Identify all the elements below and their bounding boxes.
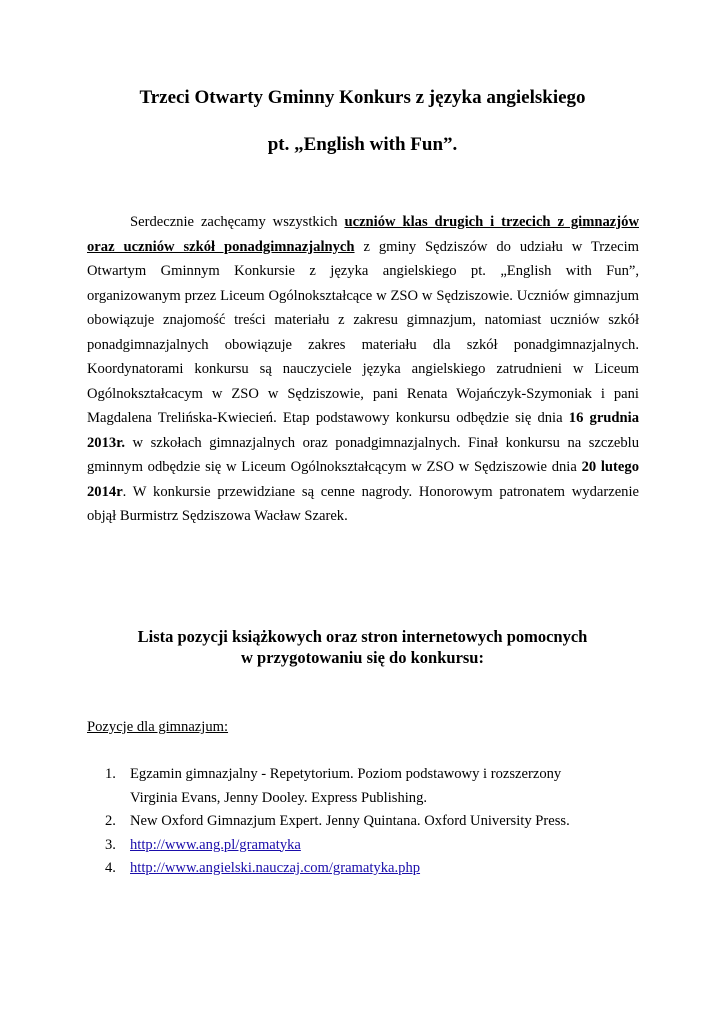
- list-item-text-line2: Virginia Evans, Jenny Dooley. Express Publishing.: [130, 789, 428, 806]
- invitation-paragraph: [87, 210, 639, 529]
- paragraph-text-4: . W konkursie przewidziane są cenne nagrody. Honorowym patronatem wydarzenie objął Burmistrz Sędziszowa Wacław Szarek.: [87, 483, 639, 524]
- list-item: [87, 810, 647, 834]
- target-audience-emphasis: uczniów klas drugich i trzecich z gimnazjów oraz uczniów szkół ponadgimnazjalnych: [87, 214, 639, 255]
- document-title: Trzeci Otwarty Gminny Konkurs z języka angielskiego: [139, 87, 586, 108]
- paragraph-text-2: z gminy Sędziszów do udziału w Trzecim Otwartym Gminnym Konkursie z języka angielskiego pt. „English with Fun”, organizowanym przez Liceum Ogólnokształcące w ZSO w Sędziszowie. Uczniów gimnazjum obowiązuje znajomość treści materiału z zakresu gimnazjum, natomiast uczniów szkół ponadgimnazjalnych obowiązuje zakres materiału dla szkół ponadgimnazjalnych. Koordynatorami konkursu są nauczyciele języka angielskiego zatrudnieni w Liceum Ogólnokształcacym w ZSO w Sędziszowie, pani Renata Wojańczyk-Szymoniak i pani Magdalena Trelińska-Kwiecień. Etap podstawowy konkursu odbędzie się dnia: [87, 238, 639, 426]
- list-item-number: 4.: [105, 860, 116, 876]
- list-heading: Lista pozycji książkowych oraz stron internetowych pomocnych: [137, 627, 588, 646]
- paragraph-text-3: w szkołach gimnazjalnych oraz ponadgimnazjalnych. Finał konkursu na szczeblu gminnym odbędzie się w Liceum Ogólnokształcącym w ZSO w Sędziszowie dnia: [87, 434, 639, 475]
- list-item-number: 2.: [105, 813, 116, 829]
- gimnazjum-subheading: Pozycje dla gimnazjum:: [87, 719, 229, 735]
- list-item: [87, 834, 647, 858]
- final-date: 20 lutego 2014r: [87, 459, 639, 500]
- grammar-link-nauczaj[interactable]: http://www.angielski.nauczaj.com/gramatyka.php: [130, 860, 421, 876]
- list-item-number: 1.: [105, 766, 116, 782]
- list-item: [87, 763, 647, 810]
- grammar-link-ang-pl[interactable]: http://www.ang.pl/gramatyka: [130, 836, 301, 853]
- document-subtitle: pt. „English with Fun”.: [267, 134, 458, 155]
- list-item-text: New Oxford Gimnazjum Expert. Jenny Quintana. Oxford University Press.: [130, 813, 570, 829]
- list-item: [87, 857, 647, 881]
- list-item-number: 3.: [105, 836, 116, 853]
- list-item-text: Egzamin gimnazjalny - Repetytorium. Poziom podstawowy i rozszerzony: [130, 766, 562, 782]
- paragraph-text-1: Serdecznie zachęcamy wszystkich: [130, 214, 345, 230]
- first-stage-date: 16 grudnia 2013r.: [87, 410, 639, 451]
- resource-list: [87, 763, 647, 881]
- list-heading-line2: w przygotowaniu się do konkursu:: [241, 648, 484, 667]
